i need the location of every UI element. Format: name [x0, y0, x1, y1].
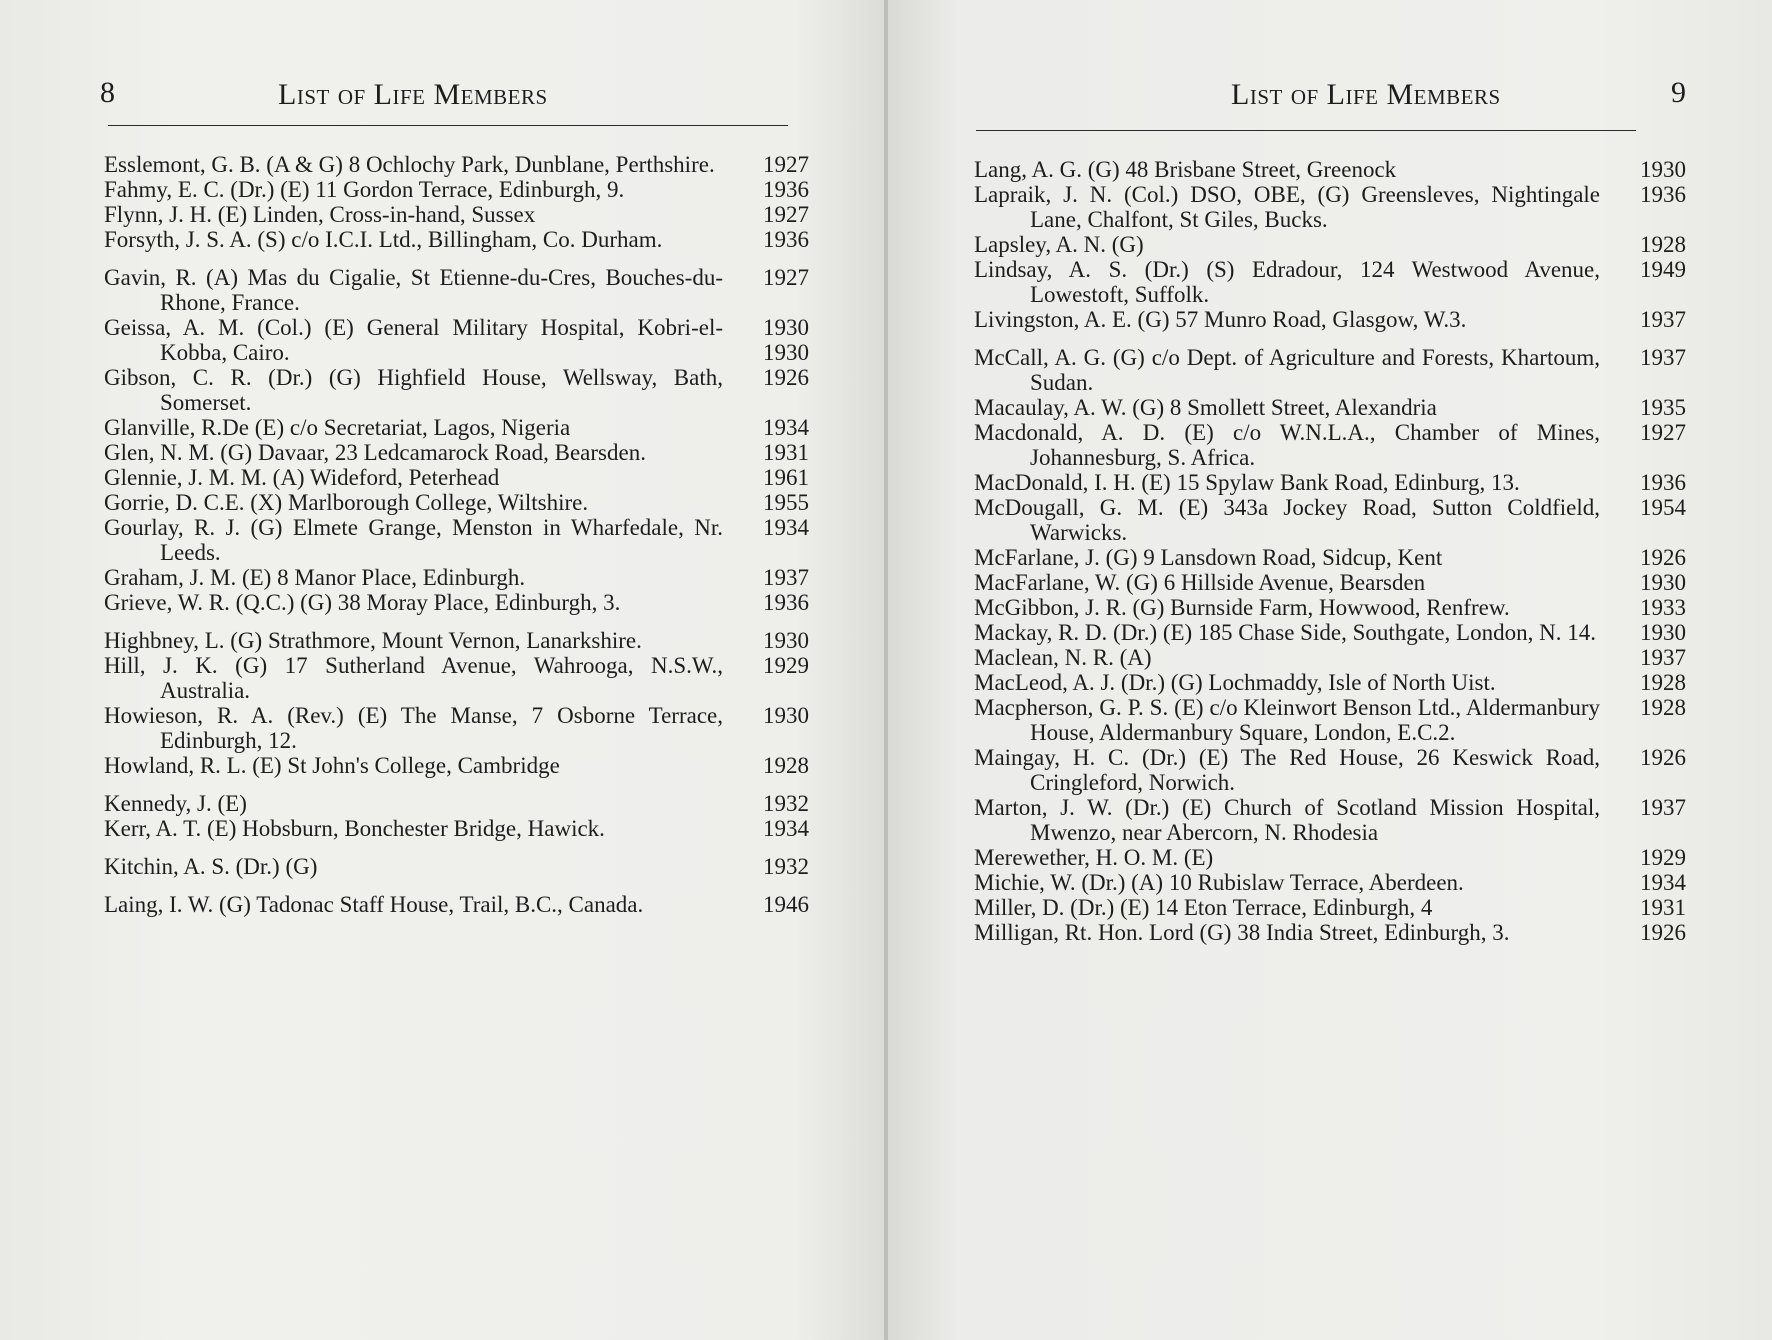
member-entry-year: 1935	[1640, 395, 1686, 420]
member-list-right	[974, 157, 1686, 945]
member-entry-text: Marton, J. W. (Dr.) (E) Church of Scotland Mission Hospital, Mwenzo, near Abercorn, N. Rhodesia	[974, 795, 1600, 845]
member-entry	[104, 490, 809, 515]
member-entry	[104, 465, 809, 490]
member-entry	[974, 870, 1686, 895]
member-entry-text: Fahmy, E. C. (Dr.) (E) 11 Gordon Terrace, Edinburgh, 9.	[104, 177, 625, 202]
member-entry-year: 1936	[763, 227, 809, 252]
member-entry-year: 1934	[1640, 870, 1686, 895]
member-entry-text: MacDonald, I. H. (E) 15 Spylaw Bank Road, Edinburg, 13.	[974, 470, 1520, 495]
member-entry	[974, 495, 1686, 545]
member-entry	[104, 703, 809, 753]
member-entry-text: Kennedy, J. (E)	[104, 791, 247, 816]
member-entry-text: Gorrie, D. C.E. (X) Marlborough College, Wiltshire.	[104, 490, 589, 515]
member-entry-year: 1961	[763, 465, 809, 490]
member-entry-text: Howieson, R. A. (Rev.) (E) The Manse, 7 Osborne Terrace, Edinburgh, 12.	[104, 703, 723, 753]
member-entry-year-second: 1930	[763, 340, 809, 365]
right-page	[888, 0, 1772, 1340]
member-entry-year: 1929	[763, 653, 809, 678]
member-entry-text: Highbney, L. (G) Strathmore, Mount Vernon, Lanarkshire.	[104, 628, 642, 653]
member-entry	[974, 745, 1686, 795]
member-entry-text: Glanville, R.De (E) c/o Secretariat, Lagos, Nigeria	[104, 415, 571, 440]
member-entry-year: 1926	[1640, 545, 1686, 570]
member-entry-text: Miller, D. (Dr.) (E) 14 Eton Terrace, Edinburgh, 4	[974, 895, 1433, 920]
member-entry-text: McCall, A. G. (G) c/o Dept. of Agriculture and Forests, Khartoum, Sudan.	[974, 345, 1600, 395]
member-entry	[104, 202, 809, 227]
member-entry-year: 1930	[1640, 157, 1686, 182]
member-entry	[974, 620, 1686, 645]
member-entry-year: 1937	[763, 565, 809, 590]
member-entry-year: 1936	[1640, 182, 1686, 207]
member-entry-text: Livingston, A. E. (G) 57 Munro Road, Glasgow, W.3.	[974, 307, 1467, 332]
member-entry-year: 1928	[1640, 232, 1686, 257]
member-entry-year: 1949	[1640, 257, 1686, 282]
page-title: List of Life Members	[278, 78, 548, 111]
member-entry-year: 1926	[1640, 920, 1686, 945]
page-number: 8	[100, 76, 115, 109]
member-entry	[974, 570, 1686, 595]
member-entry-year: 1926	[763, 365, 809, 390]
member-entry-year: 1936	[763, 590, 809, 615]
member-entry	[974, 845, 1686, 870]
member-entry	[974, 420, 1686, 470]
member-entry-year: 1954	[1640, 495, 1686, 520]
member-entry-text: Forsyth, J. S. A. (S) c/o I.C.I. Ltd., Billingham, Co. Durham.	[104, 227, 663, 252]
member-entry-text: MacFarlane, W. (G) 6 Hillside Avenue, Bearsden	[974, 570, 1426, 595]
member-entry	[104, 415, 809, 440]
member-entry-year: 1931	[1640, 895, 1686, 920]
member-entry-year: 1934	[763, 415, 809, 440]
member-entry	[974, 232, 1686, 257]
member-entry-text: McFarlane, J. (G) 9 Lansdown Road, Sidcup, Kent	[974, 545, 1443, 570]
member-entry-text: Kitchin, A. S. (Dr.) (G)	[104, 854, 318, 879]
member-entry-year: 1934	[763, 515, 809, 540]
member-entry	[104, 565, 809, 590]
member-entry	[974, 895, 1686, 920]
member-entry-year: 1937	[1640, 307, 1686, 332]
member-entry	[104, 854, 809, 879]
member-entry	[104, 590, 809, 615]
member-entry-text: Geissa, A. M. (Col.) (E) General Military Hospital, Kobri-el-Kobba, Cairo.	[104, 315, 723, 365]
member-entry	[104, 791, 809, 816]
member-entry-text: Maclean, N. R. (A)	[974, 645, 1152, 670]
member-entry-text: Mackay, R. D. (Dr.) (E) 185 Chase Side, Southgate, London, N. 14.	[974, 620, 1596, 645]
member-entry-year: 1931	[763, 440, 809, 465]
member-entry	[974, 795, 1686, 845]
member-entry-year: 1930	[763, 703, 809, 728]
member-entry	[974, 345, 1686, 395]
member-entry-year: 1946	[763, 892, 809, 917]
member-entry-text: MacLeod, A. J. (Dr.) (G) Lochmaddy, Isle of North Uist.	[974, 670, 1496, 695]
member-entry-text: Maingay, H. C. (Dr.) (E) The Red House, 26 Keswick Road, Cringleford, Norwich.	[974, 745, 1600, 795]
member-entry	[104, 365, 809, 415]
member-entry-text: Esslemont, G. B. (A & G) 8 Ochlochy Park, Dunblane, Perthshire.	[104, 152, 715, 177]
member-entry-text: Grieve, W. R. (Q.C.) (G) 38 Moray Place, Edinburgh, 3.	[104, 590, 621, 615]
member-entry	[104, 227, 809, 252]
member-list-left	[104, 152, 809, 917]
member-entry-text: Gourlay, R. J. (G) Elmete Grange, Menston in Wharfedale, Nr. Leeds.	[104, 515, 723, 565]
member-entry-year: 1928	[1640, 695, 1686, 720]
member-entry-text: Lapsley, A. N. (G)	[974, 232, 1144, 257]
member-entry-year: 1930	[1640, 620, 1686, 645]
member-entry	[974, 645, 1686, 670]
member-entry	[974, 920, 1686, 945]
member-entry-year: 1927	[1640, 420, 1686, 445]
member-entry-year: 1936	[1640, 470, 1686, 495]
member-entry-text: Milligan, Rt. Hon. Lord (G) 38 India Street, Edinburgh, 3.	[974, 920, 1510, 945]
member-entry-year: 1928	[1640, 670, 1686, 695]
member-entry-text: McDougall, G. M. (E) 343a Jockey Road, Sutton Coldfield, Warwicks.	[974, 495, 1600, 545]
member-entry	[974, 545, 1686, 570]
header-rule	[108, 125, 788, 126]
member-entry-text: Merewether, H. O. M. (E)	[974, 845, 1214, 870]
left-page-header	[100, 72, 790, 122]
member-entry-text: Macdonald, A. D. (E) c/o W.N.L.A., Chamber of Mines, Johannesburg, S. Africa.	[974, 420, 1600, 470]
member-entry-year: 1934	[763, 816, 809, 841]
member-entry-year: 1927	[763, 202, 809, 227]
member-entry-year: 1955	[763, 490, 809, 515]
member-entry-year: 1926	[1640, 745, 1686, 770]
page-number: 9	[1671, 76, 1686, 109]
member-entry	[104, 177, 809, 202]
member-entry-text: Glen, N. M. (G) Davaar, 23 Ledcamarock Road, Bearsden.	[104, 440, 646, 465]
member-entry	[974, 670, 1686, 695]
member-entry	[974, 157, 1686, 182]
member-entry	[974, 395, 1686, 420]
member-entry	[974, 695, 1686, 745]
member-entry	[104, 152, 809, 177]
member-entry-year: 1929	[1640, 845, 1686, 870]
member-entry-year: 1933	[1640, 595, 1686, 620]
member-entry-year: 1936	[763, 177, 809, 202]
member-entry-text: Gavin, R. (A) Mas du Cigalie, St Etienne-du-Cres, Bouches-du-Rhone, France.	[104, 265, 723, 315]
member-entry	[974, 182, 1686, 232]
member-entry-text: Macaulay, A. W. (G) 8 Smollett Street, Alexandria	[974, 395, 1437, 420]
member-entry-text: McGibbon, J. R. (G) Burnside Farm, Howwood, Renfrew.	[974, 595, 1510, 620]
member-entry	[974, 595, 1686, 620]
member-entry-text: Laing, I. W. (G) Tadonac Staff House, Trail, B.C., Canada.	[104, 892, 644, 917]
member-entry	[104, 628, 809, 653]
member-entry-year: 1930	[1640, 570, 1686, 595]
member-entry-year: 1927	[763, 265, 809, 290]
right-page-header	[976, 72, 1686, 122]
member-entry	[104, 515, 809, 565]
member-entry	[104, 753, 809, 778]
member-entry-year: 1937	[1640, 345, 1686, 370]
member-entry-text: Macpherson, G. P. S. (E) c/o Kleinwort Benson Ltd., Aldermanbury House, Aldermanbury Square, London, E.C.2.	[974, 695, 1600, 745]
member-entry-year: 1927	[763, 152, 809, 177]
member-entry	[974, 257, 1686, 307]
member-entry-text: Lindsay, A. S. (Dr.) (S) Edradour, 124 Westwood Avenue, Lowestoft, Suffolk.	[974, 257, 1600, 307]
member-entry-text: Kerr, A. T. (E) Hobsburn, Bonchester Bridge, Hawick.	[104, 816, 605, 841]
member-entry-year: 1930	[763, 628, 809, 653]
member-entry-text: Hill, J. K. (G) 17 Sutherland Avenue, Wahrooga, N.S.W., Australia.	[104, 653, 723, 703]
member-entry	[104, 816, 809, 841]
member-entry-year: 1937	[1640, 795, 1686, 820]
member-entry-year: 1930	[763, 315, 809, 340]
member-entry	[104, 653, 809, 703]
left-page	[0, 0, 884, 1340]
member-entry-year: 1928	[763, 753, 809, 778]
member-entry	[974, 307, 1686, 332]
page-title: List of Life Members	[1231, 78, 1501, 111]
member-entry	[104, 892, 809, 917]
member-entry	[104, 265, 809, 315]
member-entry-text: Flynn, J. H. (E) Linden, Cross-in-hand, Sussex	[104, 202, 536, 227]
member-entry-text: Glennie, J. M. M. (A) Wideford, Peterhead	[104, 465, 500, 490]
member-entry-year: 1937	[1640, 645, 1686, 670]
member-entry-text: Lang, A. G. (G) 48 Brisbane Street, Greenock	[974, 157, 1397, 182]
member-entry-text: Michie, W. (Dr.) (A) 10 Rubislaw Terrace, Aberdeen.	[974, 870, 1464, 895]
member-entry-text: Lapraik, J. N. (Col.) DSO, OBE, (G) Greensleves, Nightingale Lane, Chalfont, St Giles, Bucks.	[974, 182, 1600, 232]
member-entry-text: Gibson, C. R. (Dr.) (G) Highfield House, Wellsway, Bath, Somerset.	[104, 365, 723, 415]
member-entry-text: Graham, J. M. (E) 8 Manor Place, Edinburgh.	[104, 565, 526, 590]
member-entry	[974, 470, 1686, 495]
member-entry	[104, 440, 809, 465]
member-entry-year: 1932	[763, 791, 809, 816]
header-rule	[976, 130, 1636, 131]
member-entry-text: Howland, R. L. (E) St John's College, Cambridge	[104, 753, 560, 778]
member-entry	[104, 315, 809, 365]
member-entry-year: 1932	[763, 854, 809, 879]
